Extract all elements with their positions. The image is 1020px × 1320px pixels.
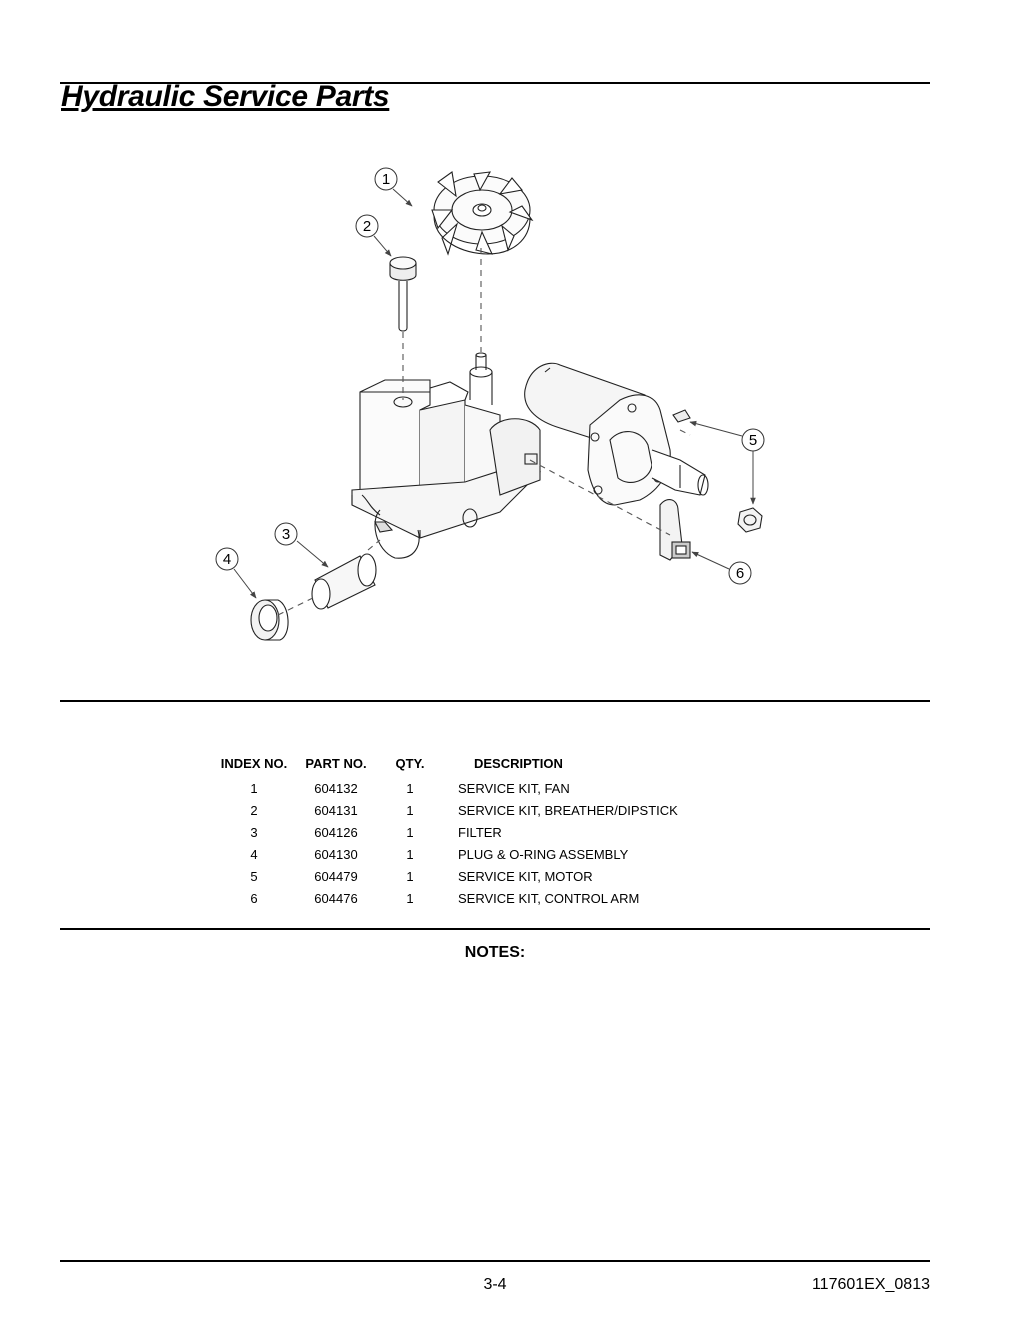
- header-qty: QTY.: [395, 756, 425, 771]
- parts-table: [210, 754, 774, 910]
- index-cell: 1: [250, 781, 258, 796]
- description-cell: SERVICE KIT, CONTROL ARM: [458, 891, 640, 906]
- qty-cell: 1: [406, 847, 414, 862]
- part-cell: 604126: [314, 825, 358, 840]
- description-cell: SERVICE KIT, FAN: [458, 781, 570, 796]
- table-row: [210, 844, 774, 866]
- transaxle-housing: [352, 353, 540, 558]
- footer-rule: [60, 1260, 930, 1262]
- table-row: [210, 800, 774, 822]
- table-header-row: [210, 754, 774, 778]
- notes-rule: [60, 928, 930, 930]
- index-cell: 3: [250, 825, 258, 840]
- description-cell: FILTER: [458, 825, 502, 840]
- table-row: [210, 866, 774, 888]
- callout-4: [216, 548, 256, 598]
- part-cell: 604130: [314, 847, 358, 862]
- notes-label: NOTES:: [464, 944, 526, 961]
- header-index-no: INDEX NO.: [220, 756, 288, 771]
- table-row: [210, 888, 774, 910]
- table-row: [210, 822, 774, 844]
- index-cell: 4: [250, 847, 258, 862]
- callout-3: [275, 523, 328, 567]
- callout-1: [375, 168, 412, 206]
- page-title: Hydraulic Service Parts: [61, 80, 390, 113]
- drain-plug: [251, 600, 288, 640]
- description-cell: PLUG & O-RING ASSEMBLY: [458, 847, 629, 862]
- qty-cell: 1: [406, 891, 414, 906]
- svg-text:1: 1: [381, 171, 391, 188]
- callout-2: [356, 215, 391, 256]
- svg-text:4: 4: [222, 551, 232, 568]
- breather-dipstick: [390, 257, 416, 331]
- cooling-fan: [432, 172, 532, 254]
- part-cell: 604476: [314, 891, 358, 906]
- table-row: [210, 778, 774, 800]
- svg-text:3: 3: [281, 526, 291, 543]
- svg-text:6: 6: [735, 565, 745, 582]
- qty-cell: 1: [406, 825, 414, 840]
- description-cell: SERVICE KIT, MOTOR: [458, 869, 593, 884]
- document-id: 117601EX_0813: [811, 1276, 930, 1293]
- svg-text:5: 5: [748, 432, 758, 449]
- header-part-no: PART NO.: [305, 756, 367, 771]
- page-number: 3-4: [483, 1276, 507, 1293]
- exploded-parts-diagram: [200, 160, 800, 660]
- qty-cell: 1: [406, 781, 414, 796]
- hydraulic-motor: [525, 363, 708, 505]
- qty-cell: 1: [406, 803, 414, 818]
- part-cell: 604132: [314, 781, 358, 796]
- index-cell: 6: [250, 891, 258, 906]
- header-description: DESCRIPTION: [474, 756, 563, 771]
- index-cell: 2: [250, 803, 258, 818]
- control-arm: [660, 500, 690, 560]
- index-cell: 5: [250, 869, 258, 884]
- description-cell: SERVICE KIT, BREATHER/DIPSTICK: [458, 803, 678, 818]
- svg-text:2: 2: [362, 218, 372, 235]
- part-cell: 604131: [314, 803, 358, 818]
- part-cell: 604479: [314, 869, 358, 884]
- table-top-rule: [60, 700, 930, 702]
- callout-6: [692, 552, 751, 584]
- qty-cell: 1: [406, 869, 414, 884]
